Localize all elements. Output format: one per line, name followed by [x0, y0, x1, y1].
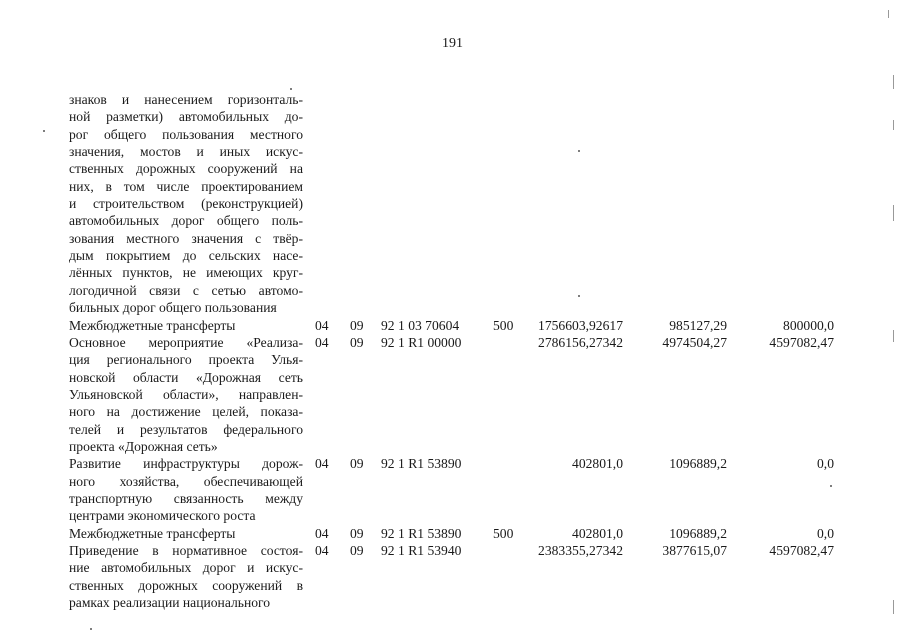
- scan-edge-mark: [893, 205, 894, 221]
- description-line: ного хозяйства, обеспечивающей: [69, 473, 303, 489]
- cell-csr: 92 1 R1 53890: [381, 525, 462, 541]
- description-line: Развитие инфраструктуры дорож-: [69, 456, 303, 472]
- description-line: и строительством (реконструкцией): [69, 196, 303, 212]
- description-line: дым покрытием до сельских насе-: [69, 248, 303, 264]
- row-description: [69, 91, 303, 316]
- cell-v3: 800000,0: [783, 317, 834, 333]
- scan-edge-mark: [893, 600, 894, 614]
- cell-v2: 985127,29: [669, 317, 727, 333]
- description-line: Основное мероприятие «Реализа-: [69, 334, 303, 350]
- description-line: ние автомобильных дорог и искус-: [69, 560, 303, 576]
- scan-speck: [43, 130, 45, 132]
- row-description: [69, 334, 303, 455]
- cell-v1: 2383355,27342: [538, 543, 623, 559]
- scan-speck: [830, 485, 832, 487]
- cell-rz: 04: [315, 317, 329, 333]
- cell-v2: 1096889,2: [669, 525, 727, 541]
- description-line: них, в том числе проектированием: [69, 178, 303, 194]
- description-line: Приведение в нормативное состоя-: [69, 543, 303, 559]
- cell-pr: 09: [350, 317, 364, 333]
- cell-pr: 09: [350, 456, 364, 472]
- cell-v2: 1096889,2: [669, 456, 727, 472]
- cell-v3: 4597082,47: [769, 334, 834, 350]
- cell-v1: 402801,0: [572, 525, 623, 541]
- description-line: новской области «Дорожная сеть: [69, 369, 303, 385]
- cell-rz: 04: [315, 525, 329, 541]
- row-description: [69, 455, 303, 524]
- cell-csr: 92 1 R1 00000: [381, 334, 462, 350]
- description-line: ция регионального проекта Улья-: [69, 352, 303, 368]
- scan-speck: [578, 150, 580, 152]
- cell-v3: 0,0: [817, 525, 834, 541]
- cell-vr: 500: [493, 317, 514, 333]
- scan-edge-mark: [893, 75, 894, 89]
- description-line: бильных дорог общего пользования: [69, 300, 277, 316]
- description-line: логодичной связи с сетью автомо-: [69, 282, 303, 298]
- description-line: ного на достижение целей, показа-: [69, 404, 303, 420]
- cell-v1: 1756603,92617: [538, 317, 623, 333]
- description-line: рамках реализации национального: [69, 595, 271, 611]
- cell-v2: 3877615,07: [662, 543, 727, 559]
- cell-pr: 09: [350, 543, 364, 559]
- cell-csr: 92 1 R1 53890: [381, 456, 462, 472]
- cell-vr: 500: [493, 525, 514, 541]
- scan-edge-mark: [888, 10, 889, 18]
- cell-rz: 04: [315, 456, 329, 472]
- scan-speck: [290, 88, 292, 90]
- cell-v1: 2786156,27342: [538, 334, 623, 350]
- cell-v2: 4974504,27: [662, 334, 727, 350]
- description-line: Межбюджетные трансферты: [69, 317, 236, 333]
- cell-pr: 09: [350, 334, 364, 350]
- description-line: зования местного значения с твёр-: [69, 230, 303, 246]
- cell-csr: 92 1 03 70604: [381, 317, 460, 333]
- scan-edge-mark: [893, 120, 894, 130]
- row-description: [69, 542, 303, 611]
- description-line: Межбюджетные трансферты: [69, 525, 236, 541]
- description-line: значения, мостов и иных искус-: [69, 144, 303, 160]
- description-line: центрами экономического роста: [69, 508, 256, 524]
- description-line: телей и результатов федерального: [69, 421, 303, 437]
- scan-speck: [578, 295, 580, 297]
- description-line: рог общего пользования местного: [69, 126, 303, 142]
- cell-v3: 4597082,47: [769, 543, 834, 559]
- description-line: ственных дорожных сооружений в: [69, 577, 303, 593]
- cell-csr: 92 1 R1 53940: [381, 543, 462, 559]
- cell-v1: 402801,0: [572, 456, 623, 472]
- description-line: Ульяновской области», направлен-: [69, 386, 303, 402]
- scan-edge-mark: [893, 330, 894, 342]
- description-line: знаков и нанесением горизонталь-: [69, 92, 303, 107]
- row-description: [69, 317, 303, 334]
- scan-speck: [90, 628, 92, 630]
- description-line: ственных дорожных сооружений на: [69, 161, 303, 177]
- page-number: 191: [442, 36, 463, 51]
- description-line: автомобильных дорог общего поль-: [69, 213, 303, 229]
- cell-pr: 09: [350, 525, 364, 541]
- description-line: лённых пунктов, не имеющих круг-: [69, 265, 303, 281]
- cell-rz: 04: [315, 543, 329, 559]
- description-line: ной разметки) автомобильных до-: [69, 109, 303, 125]
- row-description: [69, 525, 303, 542]
- description-line: транспортную связанность между: [69, 491, 303, 507]
- cell-rz: 04: [315, 334, 329, 350]
- cell-v3: 0,0: [817, 456, 834, 472]
- description-line: проекта «Дорожная сеть»: [69, 438, 218, 454]
